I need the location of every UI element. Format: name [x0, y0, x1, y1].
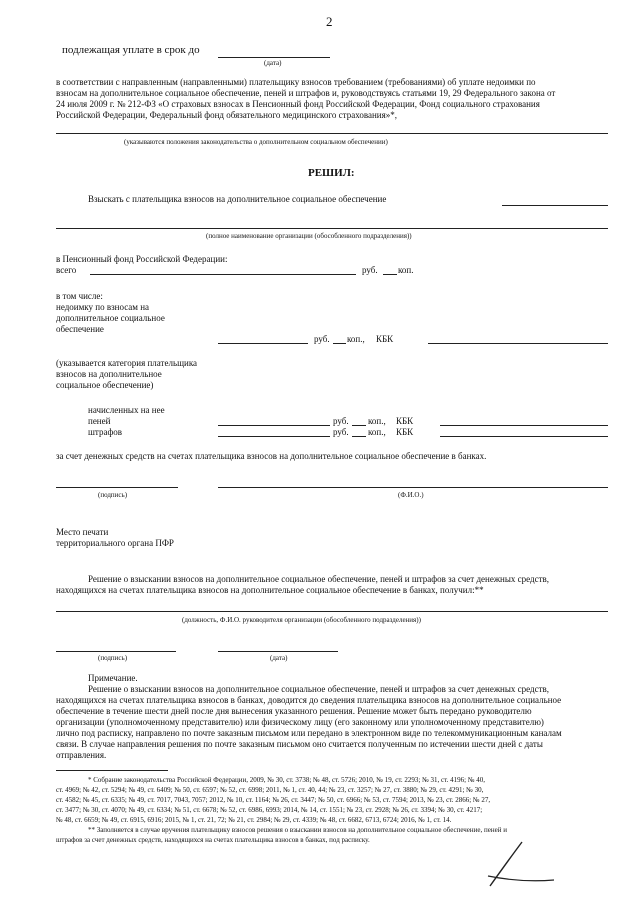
including-kbk-line [428, 343, 608, 344]
pfr-kop-line [383, 274, 397, 275]
name-line [218, 487, 608, 488]
name-caption: (Ф.И.О.) [398, 491, 424, 499]
seal-line-2: территориального органа ПФР [56, 538, 174, 548]
basis-line-2: взносам на дополнительное социальное обеспечение, пеней и штрафов и, руководствуясь статьями 19, 29 Федерального закона от [56, 88, 556, 98]
charged-penalty-kbk: КБК [396, 416, 414, 426]
received-date-caption: (дата) [270, 654, 288, 662]
note-line-6: связи. В случае направления решения по почте заказным письмом оно считается полученным по истечении шести дней с даты [56, 739, 543, 749]
footnote-1-line-4: ст. 3477; № 30, ст. 4070; № 49, ст. 6334; № 51, ст. 6678; № 52, ст. 6986, 6993; 2014, № 14, ст. 1551; № 23, ст. 2928; № 26, ст. 3394; № 30, ст. 4217; [56, 806, 483, 814]
deadline-date-caption: (дата) [264, 59, 282, 67]
category-line-2: взносов на дополнительное [56, 369, 162, 379]
pfr-kop-label: коп. [398, 265, 414, 275]
note-line-2: находящихся на счетах плательщика взносов в банках, доводится до сведения плательщика взносов на дополнительное социальное [56, 695, 562, 705]
charged-fine-kop-line [352, 436, 366, 437]
category-line-1: (указывается категория плательщика [56, 358, 198, 368]
received-date-line [218, 651, 338, 652]
sign-line [56, 487, 178, 488]
charged-fine-kop: коп., [368, 427, 386, 437]
funds-text: за счет денежных средств на счетах плательщика взносов на дополнительное социальное обеспечение в банках. [56, 451, 487, 461]
received-caption: (должность, Ф.И.О. руководителя организации (обособленного подразделения)) [182, 616, 421, 624]
note-title: Примечание. [88, 673, 138, 683]
charged-fine-label: штрафов [88, 427, 123, 437]
basis-line-4: Российской Федерации, Федеральный фонд обязательного медицинского страхования»*, [56, 110, 397, 120]
charged-fine-kbk: КБК [396, 427, 414, 437]
charged-penalty-kbk-line [440, 425, 608, 426]
pfr-line: в Пенсионный фонд Российской Федерации: [56, 254, 228, 264]
charged-penalty-rub-line [218, 425, 330, 426]
including-line-2: недоимку по взносам на [56, 302, 150, 312]
charged-title: начисленных на нее [88, 405, 165, 415]
footnote-separator [56, 770, 168, 771]
including-kop-label: коп., [347, 334, 365, 344]
including-line-4: обеспечение [56, 324, 104, 334]
charged-penalty-kop-line [352, 425, 366, 426]
footnote-1-line-3: ст. 4582; № 45, ст. 6335; № 49, ст. 7017, 7043, 7057; 2012, № 10, ст. 1164; № 26, ст. 3447; № 50, ст. 6966; № 53, ст. 7594; 2013, № 23, ст. 2866; № 27, [56, 796, 491, 804]
collect-caption: (полное наименование организации (обособленного подразделения)) [206, 232, 412, 240]
collect-text: Взыскать с плательщика взносов на дополнительное социальное обеспечение [88, 194, 387, 204]
pfr-total-rub-line [90, 274, 356, 275]
received-sign-caption: (подпись) [98, 654, 128, 662]
charged-fine-rub: руб. [333, 427, 349, 437]
received-fill-line [56, 611, 608, 612]
received-line-2: находящихся на счетах плательщика взносов на дополнительное социальное обеспечение в банках, получил:** [56, 585, 484, 595]
basis-line-1: в соответствии с направленным (направленными) плательщику взносов требованием (требованиями) об уплате недоимки по [56, 77, 536, 87]
note-line-5: лично под расписку, направлено по почте заказным письмом или передано в электронном виде по телекоммуникационным каналам [56, 728, 562, 738]
note-line-4: организации (уполномоченному представителю) или физическому лицу (его законному или уполномоченному представителю) [56, 717, 544, 727]
charged-fine-kbk-line [440, 436, 608, 437]
including-line-3: дополнительное социальное [56, 313, 165, 323]
collect-fill-line-2 [56, 228, 608, 229]
including-rub-label: руб. [314, 334, 330, 344]
category-line-3: социальное обеспечение) [56, 380, 154, 390]
sign-caption: (подпись) [98, 491, 128, 499]
received-sign-line [56, 651, 176, 652]
note-line-1: Решение о взыскании взносов на дополнительное социальное обеспечение, пеней и штрафов за счет денежных средств, [88, 684, 550, 694]
handwritten-signature [480, 840, 560, 895]
basis-line-3: 24 июля 2009 г. № 212-ФЗ «О страховых взносах в Пенсионный фонд Российской Федерации, Фонд социального страхования [56, 99, 540, 109]
basis-caption: (указываются положения законодательства о дополнительном социальном обеспечении) [124, 138, 388, 146]
footnote-2-line-2: штрафов за счет денежных средств, находящихся на счетах плательщика взносов в банках, под расписку. [56, 836, 370, 844]
including-rub-line [218, 343, 308, 344]
collect-fill-line-1 [502, 205, 608, 206]
page-number: 2 [326, 14, 333, 29]
seal-line-1: Место печати [56, 527, 109, 537]
charged-fine-rub-line [218, 436, 330, 437]
footnote-1-line-2: ст. 4969; № 42, ст. 5294; № 49, ст. 6409; № 50, ст. 6597; № 52, ст. 6998; 2011, № 1, ст. 40, 44; № 23, ст. 3257; № 27, ст. 3880; № 29, ст. 4291; № 30, [56, 786, 484, 794]
footnote-1-line-5: № 48, ст. 6659; № 49, ст. 6915, 6916; 2015, № 1, ст. 21, 72; № 21, ст. 2984; № 29, ст. 4339; № 48, ст. 6682, 6713, 6724; 2016, № 1, ст. 14. [56, 816, 452, 824]
note-line-3: обеспечение в течение шести дней после дня вынесения указанного решения. Решение может быть передано руководителю [56, 706, 532, 716]
charged-penalty-rub: руб. [333, 416, 349, 426]
decision-heading: РЕШИЛ: [308, 167, 355, 179]
deadline-date-line [218, 57, 330, 58]
footnote-2-line-1: ** Заполняется в случае вручения плательщику взносов решения о взыскании взносов на дополнительное социальное обеспечение, пеней и [88, 826, 507, 834]
received-line-1: Решение о взыскании взносов на дополнительное социальное обеспечение, пеней и штрафов за счет денежных средств, [88, 574, 550, 584]
note-line-7: отправления. [56, 750, 107, 760]
pfr-total-label: всего [56, 265, 77, 275]
including-kop-line [333, 343, 346, 344]
including-line-1: в том числе: [56, 291, 103, 301]
including-kbk-label: КБК [376, 334, 394, 344]
basis-fill-line [56, 133, 608, 134]
charged-penalty-label: пеней [88, 416, 111, 426]
deadline-label: подлежащая уплате в срок до [62, 44, 200, 56]
pfr-rub-label: руб. [362, 265, 378, 275]
footnote-1-line-1: * Собрание законодательства Российской Федерации, 2009, № 30, ст. 3738; № 48, ст. 5726; 2010, № 19, ст. 2293; № 31, ст. 4196; № 40, [88, 776, 486, 784]
charged-penalty-kop: коп., [368, 416, 386, 426]
